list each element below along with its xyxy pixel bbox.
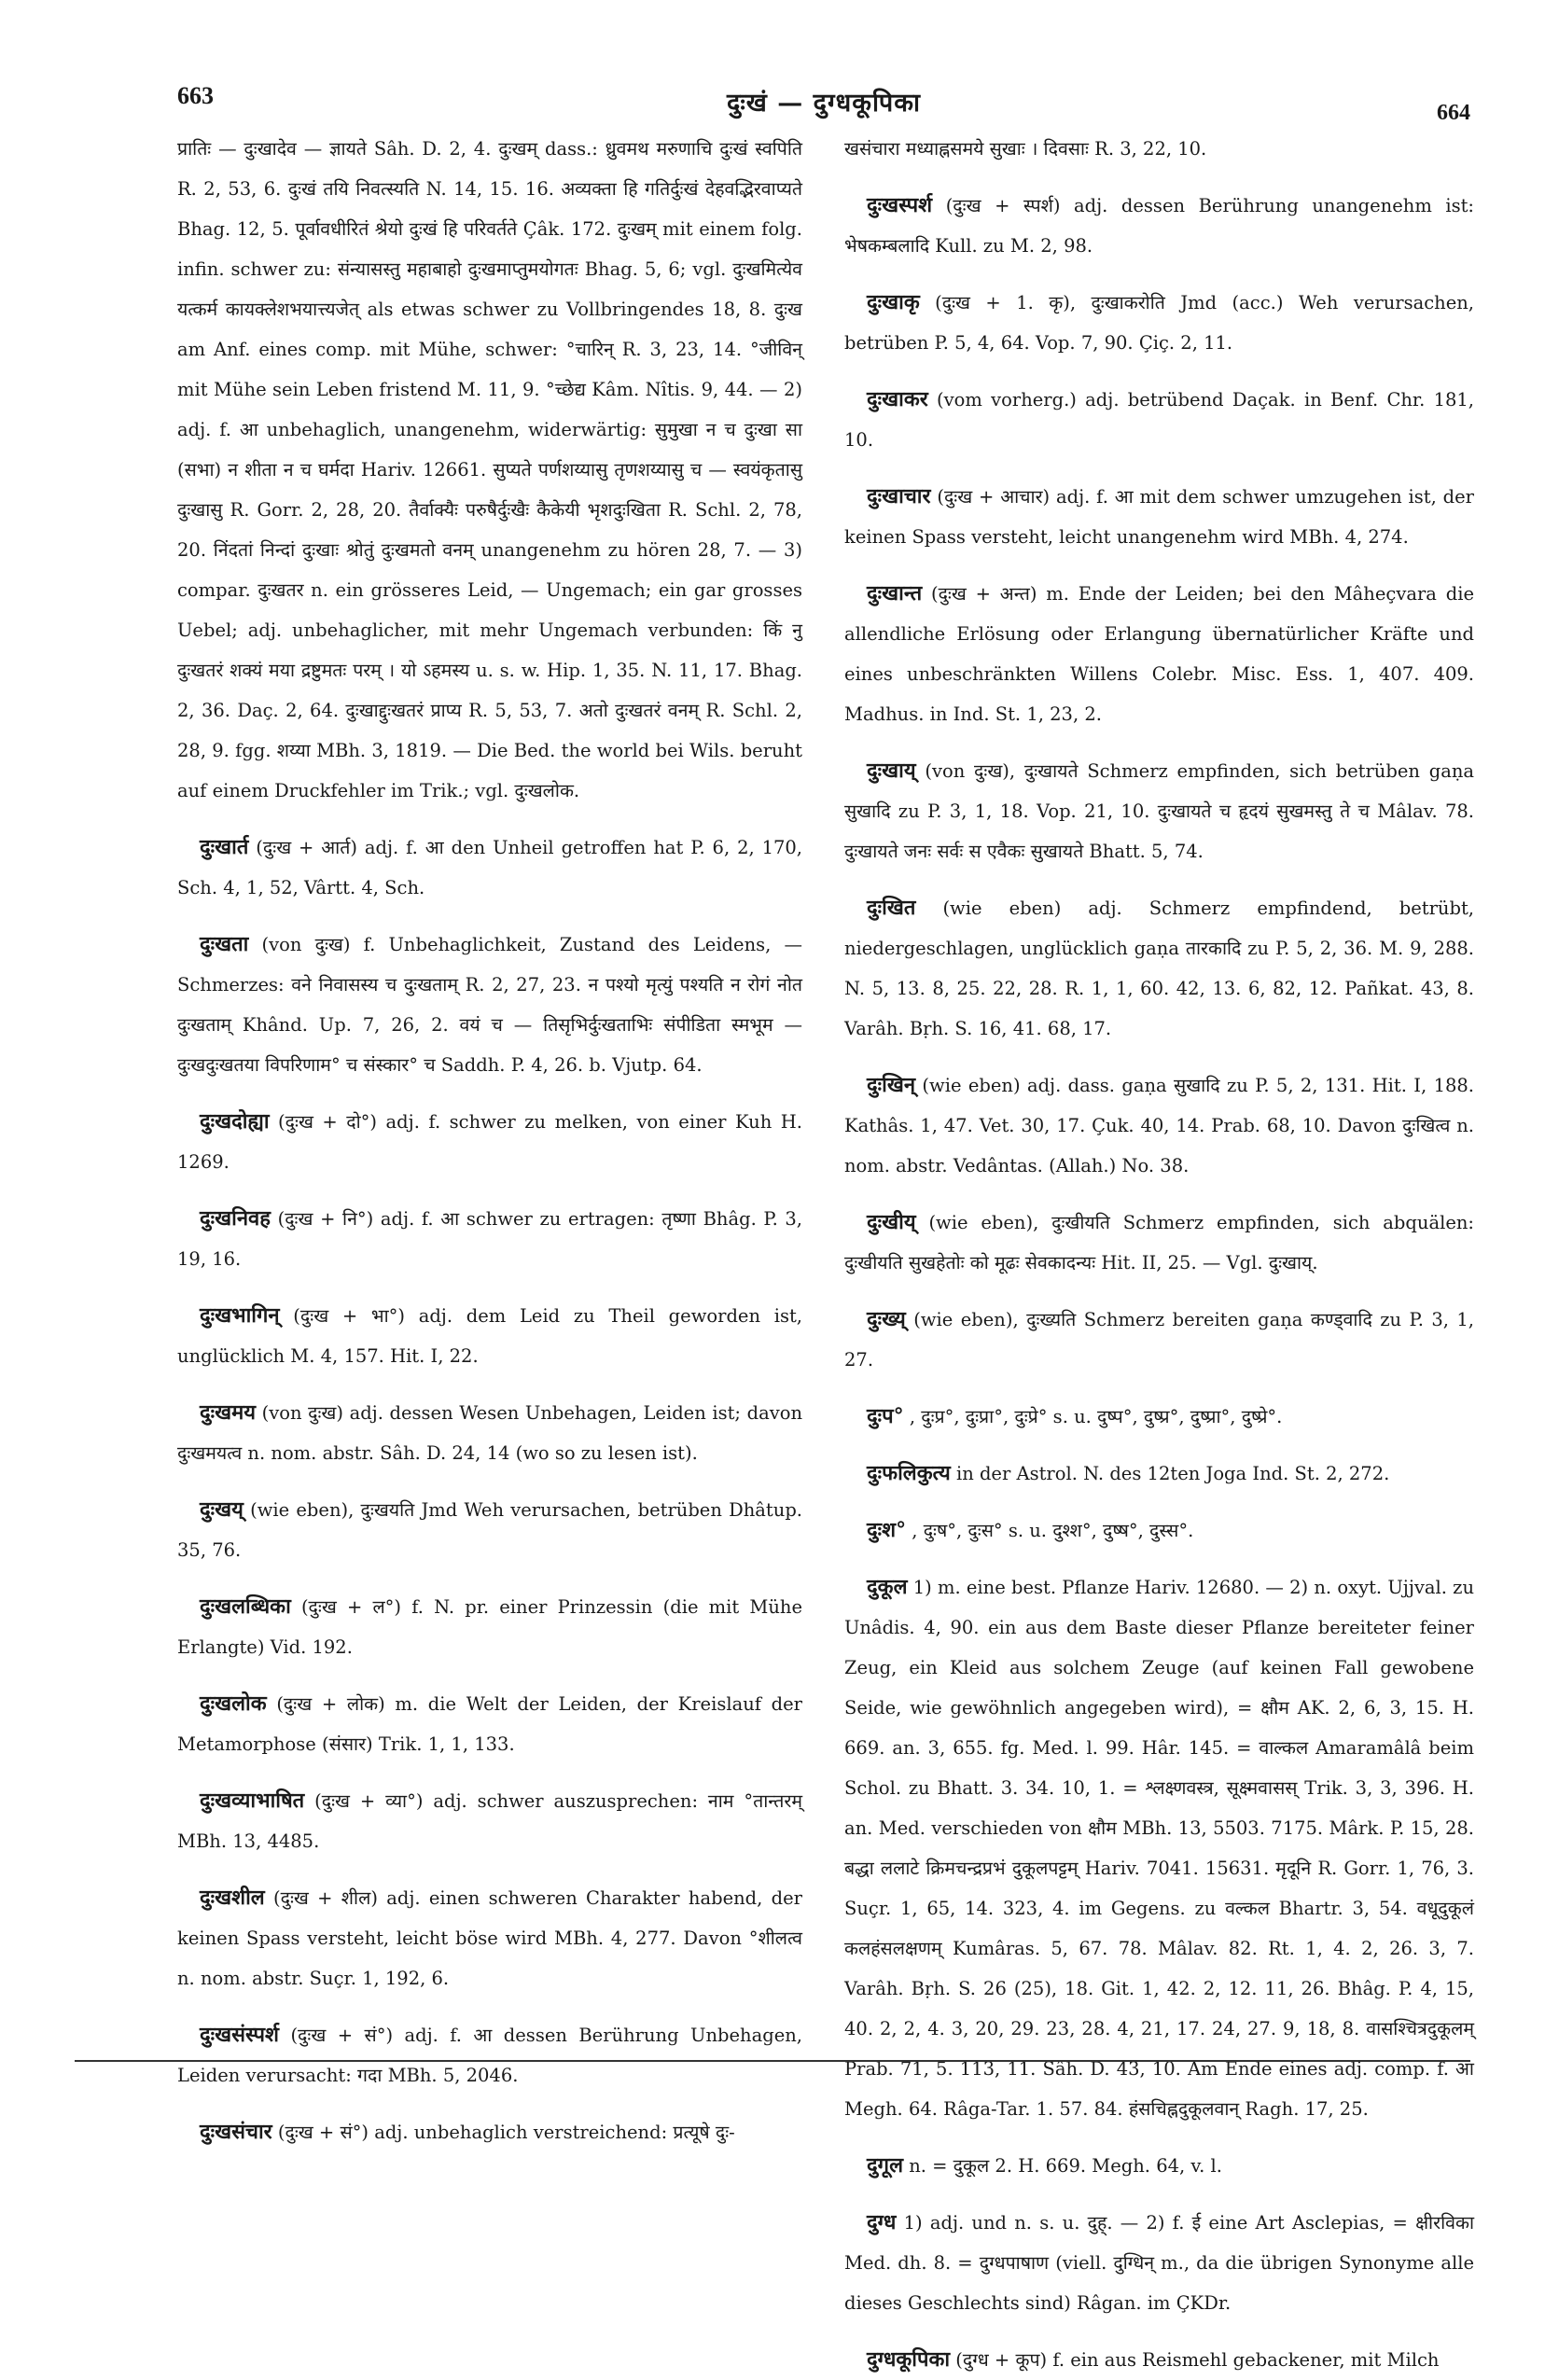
dictionary-entry [844,751,1474,871]
entry-text: (दुःख + आचार) adj. f. आ mit dem schwer umzugehen ist, der keinen Spass versteht, leicht unangenehm wird MBh. 4, 274. [844,486,1475,548]
entry-headword: दुग्धकूपिका [867,2347,951,2372]
entry-headword: दुःखय् [200,1497,244,1522]
entry-text: (wie eben) adj. dass. gaṇa सुखादि zu P. 5, 2, 131. Hit. I, 188. Kathâs. 1, 47. Vet. 30, 17. Çuk. 40, 14. Prab. 68, 10. Davon दुःखित्व n. nom. abstr. Vedântas. (Allah.) No. 38. [844,1075,1474,1176]
entry-text: (दुःख + भा°) adj. dem Leid zu Theil geworden ist, unglücklich M. 4, 157. Hit. I, 22. [177,1305,802,1367]
dictionary-entry [844,283,1474,363]
entry-text: 1) m. eine best. Pflanze Hariv. 12680. — 2) n. oxyt. Ujjval. zu Unâdis. 4, 90. ein aus dem Baste dieser Pflanze bereiteter feiner Zeug, ein Kleid aus solchem Zeuge (auf keinen Fall gewobene Seide, wie gewöhnlich angegeben wird), = क्षौम AK. 2, 6, 3, 15. H. 669. an. 3, 655. fg. Med. l. 99. Hâr. 145. = वाल्कल Amaramâlâ beim Schol. zu Bhatt. 3. 34. 10, 1. = श्लक्ष्णवस्त्र, सूक्ष्मवासस् Trik. 3, 3, 396. H. an. Med. verschieden von क्षौम MBh. 13, 5503. 7175. Mârk. P. 15, 28. बद्धा ललाटे क्रिमचन्द्रप्रभं दुकूलपट्टम् Hariv. 7041. 15631. मृदूनि R. Gorr. 1, 76, 3. Suçr. 1, 65, 14. 323, 4. im Gegens. zu वल्कल Bhartr. 3, 54. वधूदुकूलं कलहंसलक्षणम् Kumâras. 5, 67. 78. Mâlav. 82. Rt. 1, 4. 2, 26. 3, 7. Varâh. Bṛh. S. 26 (25), 18. Git. 1, 42. 2, 12. 11, 26. Bhâg. P. 4, 15, 40. 2, 2, 4. 3, 20, 29. 23, 28. 4, 21, 17. 24, 27. 9, 18, 8. वासश्चित्रदुकूलम् Prab. 71, 5. 113, 11. Sâh. D. 43, 10. Am Ende eines adj. comp. f. आ Megh. 64. Râga-Tar. 1. 57. 84. हंसचिह्नदुकूलवान् Ragh. 17, 25. [844,1577,1475,2120]
entry-headword: दुःफलिकुत्य [867,1461,951,1485]
entry-headword: दुःखाचार [867,484,931,508]
entry-text: (दुग्ध + कूप) f. ein aus Reismehl gebackener, mit Milch [955,2349,1440,2371]
entry-headword: दुःखलब्धिका [200,1594,291,1619]
entry-headword: दुःप° [867,1404,904,1428]
entry-text: , दुःप्र°, दुःप्रा°, दुःप्रे° s. u. दुष्प°, दुष्प्र°, दुष्प्रा°, दुष्प्रे°. [909,1406,1283,1427]
dictionary-entry [844,574,1474,734]
entry-text: (दुःख + अन्त) m. Ende der Leiden; bei den Mâheçvara die allendliche Erlösung oder Erlangung übernatürlicher Kräfte und eines unbeschränkten Willens Colebr. Misc. Ess. 1, 407. 409. Madhus. in Ind. St. 1, 23, 2. [844,583,1474,725]
dictionary-entry [177,1878,802,1998]
entry-headword: दुःखता [200,932,249,956]
entry-text: प्रातिः — दुःखादेव — ज्ञायते Sâh. D. 2, 4. दुःखम् dass.: ध्रुवमथ मरुणाचि दुःखं स्वपिति R. 2, 53, 6. दुःखं तयि निवत्स्यति N. 14, 15. 16. अव्यक्ता हि गतिर्दुःखं देहवद्भिरवाप्यते Bhag. 12, 5. पूर्वावधीरितं श्रेयो दुःखं हि परिवर्तते Çâk. 172. दुःखम् mit einem folg. infin. schwer zu: संन्यासस्तु महाबाहो दुःखमाप्तुमयोगतः Bhag. 5, 6; vgl. दुःखमित्येव यत्कर्म कायक्लेशभयात्त्यजेत् als etwas schwer zu Vollbringendes 18, 8. दुःख am Anf. eines comp. mit Mühe, schwer: °चारिन् R. 3, 23, 14. °जीविन् mit Mühe sein Leben fristend M. 11, 9. °च्छेद्य Kâm. Nîtis. 9, 44. — 2) adj. f. आ unbehaglich, unangenehm, widerwärtig: सुमुखा न च दुःखा सा (सभा) न शीता न च घर्मदा Hariv. 12661. सुप्यते पर्णशय्यासु तृणशय्यासु च — स्वयंकृतासु दुःखासु R. Gorr. 2, 28, 20. तैर्वाक्यैः परुषैर्दुःखैः कैकेयी भृशदुःखिता R. Schl. 2, 78, 20. निंदतां निन्दां दुःखाः श्रोतुं दुःखमतो वनम् unangenehm zu hören 28, 7. — 3) compar. दुःखतर n. ein grösseres Leid, — Ungemach; ein gar grosses Uebel; adj. unbehaglicher, mit mehr Ungemach verbunden: किं नु दुःखतरं शक्यं मया द्रष्टुमतः परम् । यो ऽहमस्य u. s. w. Hip. 1, 35. N. 11, 17. Bhag. 2, 36. Daç. 2, 64. दुःखाद्दुःखतरं प्राप्य R. 5, 53, 7. अतो दुःखतरं वनम् R. Schl. 2, 28, 9. fgg. शय्या MBh. 3, 1819. — Die Bed. the world bei Wils. beruht auf einem Druckfehler im Trik.; vgl. दुःखलोक. [177,138,802,801]
dictionary-entry [844,186,1474,266]
page-number-left: 663 [177,82,214,109]
dictionary-entry [177,129,802,811]
dictionary-entry [844,129,1474,169]
dictionary-entry [177,1781,802,1861]
entry-headword: दुःखसंस्पर्श [200,2023,280,2047]
entry-headword: दुःखभागिन् [200,1303,280,1328]
entry-headword: दुःखाय् [867,759,916,783]
entry-headword: दुःखसंचार [200,2120,272,2144]
entry-text: 1) adj. und n. s. u. दुह्. — 2) f. ई eine Art Asclepias, = क्षीरविका Med. dh. 8. = दुग्धपाषाण (viell. दुग्धिन् m., da die übrigen Synonyme alle dieses Geschlechts sind) Râgan. im ÇKDr. [844,2212,1474,2314]
entry-headword: दुःखव्याभाषित [200,1788,305,1813]
dictionary-entry [177,1296,802,1376]
left-column [177,129,803,2144]
entry-headword: दुःखाकृ [867,290,920,314]
dictionary-entry [177,1199,802,1279]
entry-text: (wie eben), दुःखयति Jmd Weh verursachen, betrüben Dhâtup. 35, 76. [177,1499,803,1561]
dictionary-entry [844,2340,1474,2380]
entry-text: (wie eben), दुःख्यति Schmerz bereiten gaṇa कण्ड्वादि zu P. 3, 1, 27. [844,1309,1475,1371]
entry-text: , दुःष°, दुःस° s. u. दुश्श°, दुष्ष°, दुस्स°. [912,1520,1194,1541]
entry-headword: दुकूल [867,1575,908,1599]
dictionary-entry [844,888,1474,1049]
dictionary-entry [844,2203,1474,2323]
entry-text: n. = दुकूल 2. H. 669. Megh. 64, v. l. [909,2155,1222,2177]
entry-text: (दुःख + शील) adj. einen schweren Charakter habend, der keinen Spass versteht, leicht böse wird MBh. 4, 277. Davon °शीलत्व n. nom. abstr. Suçr. 1, 192, 6. [177,1887,803,1989]
entry-headword: दुःखीय् [867,1210,916,1234]
entry-text: (von दुःख) adj. dessen Wesen Unbehagen, Leiden ist; davon दुःखमयत्व n. nom. abstr. Sâh. D. 24, 14 (wo so zu lesen ist). [177,1402,803,1464]
entry-text: (von दुःख), दुःखायते Schmerz empfinden, sich betrüben gaṇa सुखादि zu P. 3, 1, 18. Vop. 21, 10. दुःखायते च हृदयं सुखमस्तु ते च Mâlav. 78. दुःखायते जनः सर्वः स एवैकः सुखायते Bhatt. 5, 74. [844,760,1474,862]
dictionary-entry [844,1510,1474,1551]
entry-text: (दुःख + लोक) m. die Welt der Leiden, der Kreislauf der Metamorphose (संसार) Trik. 1, 1, 133. [177,1693,802,1755]
entry-text: (दुःख + दो°) adj. f. schwer zu melken, von einer Kuh H. 1269. [177,1111,803,1173]
entry-text: (दुःख + सं°) adj. f. आ dessen Berührung Unbehagen, Leiden verursacht: गदा MBh. 5, 2046. [177,2025,802,2086]
entry-headword: दुःखनिवह [200,1206,271,1231]
dictionary-entry [177,1490,802,1570]
entry-text: (दुःख + स्पर्श) adj. dessen Berührung unangenehm ist: भेषकम्बलादि Kull. zu M. 2, 98. [844,195,1475,257]
entry-text: (wie eben) adj. Schmerz empfindend, betrübt, niedergeschlagen, unglücklich gaṇa तारकादि zu P. 5, 2, 36. M. 9, 288. N. 5, 13. 8, 25. 22, 28. R. 1, 1, 60. 42, 13. 6, 82, 12. Pañkat. 43, 8. Varâh. Bṛh. S. 16, 41. 68, 17. [844,898,1475,1039]
dictionary-entry [177,2112,802,2152]
entry-text: (von दुःख) f. Unbehaglichkeit, Zustand des Leidens, — Schmerzes: वने निवासस्य च दुःखताम् R. 2, 27, 23. न पश्यो मृत्युं पश्यति न रोगं नोत दुःखताम् Khând. Up. 7, 26, 2. वयं च — तिसृभिर्दुःखताभिः संपीडिता स्मभूम — दुःखदुःखतया विपरिणाम° च संस्कार° च Saddh. P. 4, 26. b. Vjutp. 64. [177,934,802,1076]
entry-headword: दुःखार्त [200,835,249,859]
entry-text: (दुःख + आर्त) adj. f. आ den Unheil getroffen hat P. 6, 2, 170, Sch. 4, 1, 52, Vârtt. 4, Sch. [177,837,803,898]
entry-text: (दुःख + ल°) f. N. pr. einer Prinzessin (die mit Mühe Erlangte) Vid. 192. [177,1596,803,1658]
entry-text: (दुःख + सं°) adj. unbehaglich verstreichend: प्रत्यूषे दुः- [277,2122,735,2143]
dictionary-entry [177,1102,802,1182]
entry-text: (vom vorherg.) adj. betrübend Daçak. in Benf. Chr. 181, 10. [844,389,1474,451]
entry-headword: दुःखशील [200,1886,265,1910]
dictionary-entry [177,925,802,1085]
entry-text: in der Astrol. N. des 12ten Joga Ind. St. 2, 272. [955,1463,1390,1484]
entry-text: (दुःख + व्या°) adj. schwer auszusprechen: नाम °तान्तरम् MBh. 13, 4485. [177,1790,803,1852]
entry-headword: दुःश° [867,1518,907,1542]
dictionary-entry [844,2146,1474,2186]
dictionary-entry [844,1567,1474,2129]
dictionary-entry [844,477,1474,557]
dictionary-entry [177,828,802,908]
footer-rule [75,2060,1470,2062]
dictionary-entry [177,1684,802,1764]
dictionary-entry [177,2015,802,2095]
page-number-right: 664 [1437,101,1470,125]
entry-text: (दुःख + नि°) adj. f. आ schwer zu ertragen: तृष्णा Bhâg. P. 3, 19, 16. [177,1208,803,1270]
page-header [177,77,1470,123]
entry-headword: दुःखदोह्या [200,1109,270,1134]
entry-headword: दुःखमय [200,1400,257,1425]
dictionary-entry [844,1203,1474,1283]
entry-text: (दुःख + 1. कृ), दुःखाकरोति Jmd (acc.) Weh verursachen, betrüben P. 5, 4, 64. Vop. 7, 90. Çiç. 2, 11. [844,292,1474,354]
dictionary-entry [844,1065,1474,1186]
right-column [844,129,1475,2372]
dictionary-entry [177,1587,802,1667]
dictionary-entry [177,1393,802,1473]
entry-headword: दुःखाकर [867,387,928,411]
entry-headword: दुःखस्पर्श [867,193,933,217]
dictionary-entry [844,380,1474,460]
entry-headword: दुःख्य् [867,1307,906,1331]
dictionary-entry [844,1397,1474,1437]
entry-headword: दुःखान्त [867,581,923,605]
dictionary-entry [844,1454,1474,1494]
entry-headword: दुगूल [867,2153,903,2178]
entry-headword: दुःखलोक [200,1691,267,1716]
running-title: दुःखं — दुग्धकूपिका [727,89,921,118]
entry-headword: दुग्ध [867,2210,897,2234]
entry-headword: दुःखित [867,896,916,920]
entry-text: खसंचारा मध्याह्नसमये सुखाः । दिवसाः R. 3, 22, 10. [844,138,1207,160]
entry-headword: दुःखिन् [867,1073,916,1097]
dictionary-entry [844,1300,1474,1380]
entry-text: (wie eben), दुःखीयति Schmerz empfinden, sich abquälen: दुःखीयति सुखहेतोः को मूढः सेवकादन्यः Hit. II, 25. — Vgl. दुःखाय्. [844,1212,1474,1274]
